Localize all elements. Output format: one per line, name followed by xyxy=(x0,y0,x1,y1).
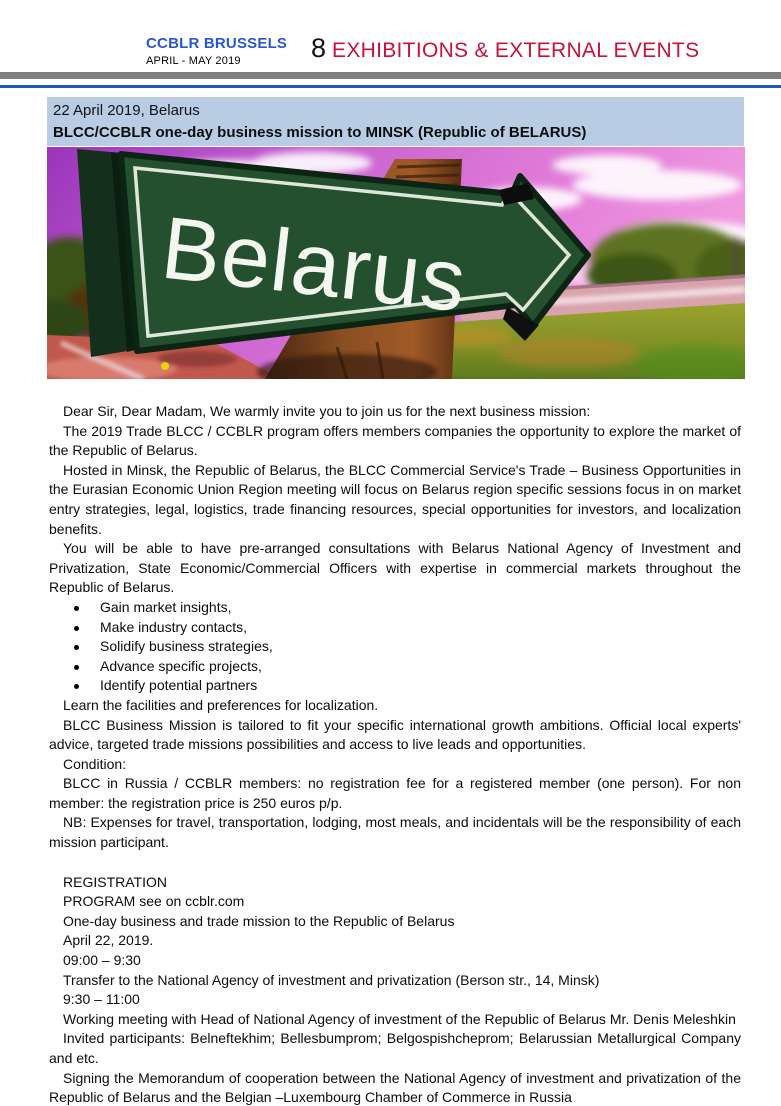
program-line-transfer: Transfer to the National Agency of investment and privatization (Berson str., 14, Minsk) xyxy=(63,971,600,988)
benefits-list xyxy=(49,598,741,696)
program-line-meeting: Working meeting with Head of National Agency of investment of the Republic of Belarus Mr. Denis Meleshkin xyxy=(63,1010,736,1027)
bullet-icon xyxy=(74,626,79,631)
program-line-website: PROGRAM see on ccblr.com xyxy=(63,893,245,910)
program-line-time-1: 09:00 – 9:30 xyxy=(63,952,141,969)
list-item xyxy=(49,657,741,677)
event-photo xyxy=(47,147,745,379)
list-item xyxy=(49,637,741,657)
list-item-label: Solidify business strategies, xyxy=(100,638,273,655)
paragraph-memorandum: Signing the Memorandum of cooperation between the National Agency of investment and privatization of the Republic of Belarus and the Belgian –Luxembourg Chamber of Commerce in Russia xyxy=(49,1069,741,1106)
program-line-time-2: 9:30 – 11:00 xyxy=(63,991,140,1008)
belarus-sign-illustration xyxy=(47,147,745,379)
program-line-mission: One-day business and trade mission to the Republic of Belarus xyxy=(63,912,455,929)
paragraph-fees: BLCC in Russia / CCBLR members: no registration fee for a registered member (one person). For non member: the registration price is 250 euros p/p. xyxy=(49,775,741,811)
paragraph-participants: Invited participants: Belneftekhim; Bellesbumprom; Belgospishcheprom; Belarussian Metallurgical Company and etc. xyxy=(49,1030,741,1066)
paragraph-intro: The 2019 Trade BLCC / CCBLR program offers members companies the opportunity to explore the market of the Republic of Belarus. xyxy=(49,422,741,459)
paragraph-hosted: Hosted in Minsk, the Republic of Belarus, the BLCC Commercial Service's Trade – Business Opportunities in the Eurasian Economic Union Region meeting will focus on Belarus region specific sessions focus in on market entry strategies, legal, logistics, trade financing resources, special opportunities for investors, and localization benefits. xyxy=(49,461,741,537)
list-item xyxy=(49,618,741,638)
organization-name: CCBLR BRUSSELS xyxy=(146,35,288,52)
event-date-line: 22 April 2019, Belarus xyxy=(53,102,200,119)
paragraph-condition-label: Condition: xyxy=(63,755,127,772)
section-title: EXHIBITIONS & EXTERNAL EVENTS xyxy=(332,39,700,62)
bullet-icon xyxy=(74,665,79,670)
list-item xyxy=(49,676,741,696)
issue-period: APRIL - MAY 2019 xyxy=(146,54,241,67)
page-number: 8 xyxy=(311,33,327,63)
masthead xyxy=(146,36,287,67)
sign-label-text: Belarus xyxy=(156,197,472,331)
list-item xyxy=(49,598,741,618)
bullet-icon xyxy=(74,606,79,611)
gray-divider-bar xyxy=(0,72,781,79)
section-header xyxy=(311,33,699,64)
blue-divider-rule xyxy=(0,85,781,88)
event-banner xyxy=(47,97,744,146)
bullet-icon xyxy=(74,684,79,689)
program-line-registration: REGISTRATION xyxy=(63,873,167,890)
paragraph-expenses: NB: Expenses for travel, transportation, lodging, most meals, and incidentals will be the responsibility of each mission participant. xyxy=(49,814,741,851)
list-item-label: Advance specific projects, xyxy=(100,657,262,674)
paragraph-salutation: Dear Sir, Dear Madam, We warmly invite you to join us for the next business mission: xyxy=(63,403,591,419)
body-text xyxy=(49,402,741,1106)
list-item-label: Gain market insights, xyxy=(100,598,232,615)
paragraph-consultations: You will be able to have pre-arranged consultations with Belarus National Agency of Investment and Privatization, State Economic/Commercial Officers with expertise in commercial markets throughout the Republic of Belarus. xyxy=(49,540,741,596)
program-line-date: April 22, 2019. xyxy=(63,932,154,949)
list-item-label: Identify potential partners xyxy=(100,677,258,694)
bullet-icon xyxy=(74,645,79,650)
paragraph-learn: Learn the facilities and preferences for localization. xyxy=(63,696,379,713)
event-title: BLCC/CCBLR one-day business mission to MINSK (Republic of BELARUS) xyxy=(53,124,587,141)
paragraph-tailored: BLCC Business Mission is tailored to fit your specific international growth ambitions. Official local experts' advice, targeted trade missions possibilities and access to live leads and opportunities. xyxy=(49,716,741,753)
spacer xyxy=(49,853,741,873)
list-item-label: Make industry contacts, xyxy=(100,618,248,635)
